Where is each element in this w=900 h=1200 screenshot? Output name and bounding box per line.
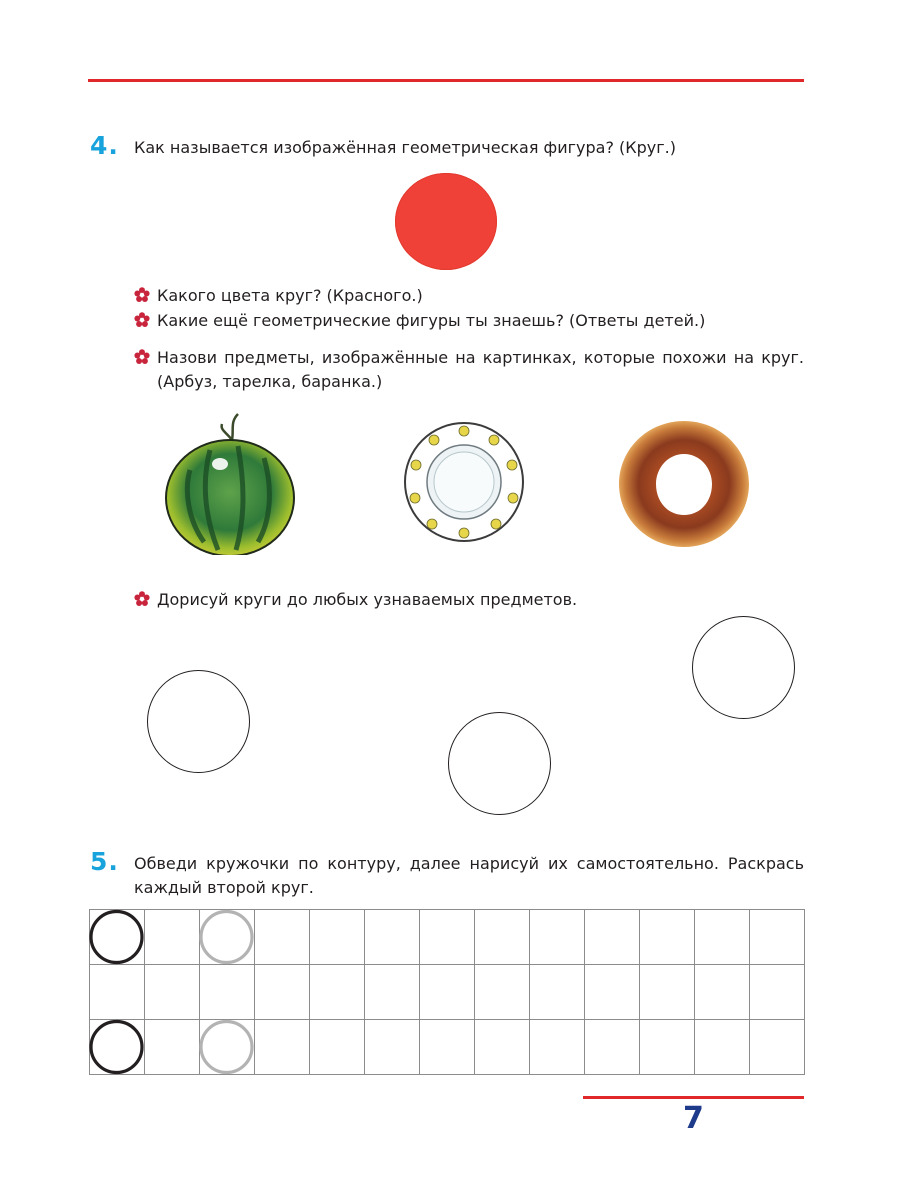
red-circle (395, 173, 497, 270)
task-4-question: Как называется изображённая геометрическая фигура? (Круг.) (134, 138, 676, 157)
traced-circle-dark (91, 912, 142, 963)
task-4-number: 4. (90, 131, 119, 160)
watermelon-picture (160, 410, 300, 555)
flower-bullet-icon (134, 591, 150, 607)
bagel-picture (616, 418, 752, 550)
traced-circle-light (201, 912, 252, 963)
traced-circle-dark (91, 1022, 142, 1073)
traced-circle-light (201, 1022, 252, 1073)
drawing-circle[interactable] (448, 712, 551, 815)
plate-picture (402, 420, 526, 544)
page-number: 7 (683, 1101, 704, 1136)
bullet-text-shapes-question: Какие ещё геометрические фигуры ты знаешь? (Ответы детей.) (157, 311, 706, 330)
drawing-circle[interactable] (147, 670, 250, 773)
bullet-text-name-objects: Назови предметы, изображённые на картинках, которые похожи на круг. (Арбуз, тарелка, баранка.) (157, 348, 804, 391)
bullet-text-color-question: Какого цвета круг? (Красного.) (157, 286, 423, 305)
flower-bullet-icon (134, 349, 150, 365)
top-rule (88, 79, 804, 82)
bottom-rule (583, 1096, 804, 1099)
tracing-grid[interactable] (89, 909, 807, 1077)
task-5-number: 5. (90, 847, 119, 876)
flower-bullet-icon (134, 312, 150, 328)
flower-bullet-icon (134, 287, 150, 303)
bullet-text-draw-circles: Дорисуй круги до любых узнаваемых предметов. (157, 590, 578, 609)
drawing-circle[interactable] (692, 616, 795, 719)
task-5-text: Обведи кружочки по контуру, далее нарисуй их самостоятельно. Раскрась каждый второй круг. (134, 854, 804, 897)
